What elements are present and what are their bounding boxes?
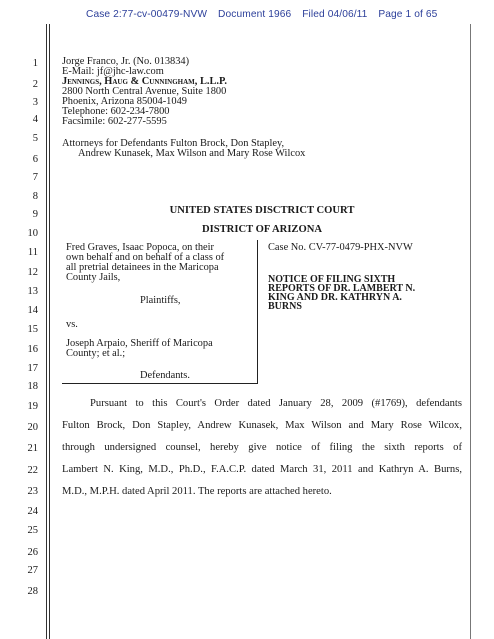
plaintiffs-label: Plaintiffs, xyxy=(140,295,181,306)
line-number: 9 xyxy=(32,209,38,220)
attorney-email: E-Mail: jf@jhc-law.com xyxy=(62,66,164,77)
defendants-line-2: County; et al.; xyxy=(66,348,126,359)
law-firm-name: Jennings, Haug & Cunningham, L.L.P. xyxy=(62,76,228,87)
line-number: 28 xyxy=(27,586,38,597)
line-number: 14 xyxy=(27,305,38,316)
line-number: 6 xyxy=(32,154,38,165)
line-number: 1 xyxy=(32,58,38,69)
firm-telephone: Telephone: 602-234-7800 xyxy=(62,106,170,117)
attorney-name: Jorge Franco, Jr. (No. 013834) xyxy=(62,56,190,67)
attorneys-for-line-2: Andrew Kunasek, Max Wilson and Mary Rose Wilcox xyxy=(78,148,306,159)
plaintiffs-line-4: County Jails, xyxy=(66,272,121,283)
left-margin-rule-outer xyxy=(46,24,47,639)
body-line-3: through undersigned counsel, hereby give notice of filing the sixth reports of xyxy=(62,442,462,453)
defendants-line-1: Joseph Arpaio, Sheriff of Maricopa xyxy=(66,338,213,349)
line-number: 16 xyxy=(27,344,38,355)
line-number: 13 xyxy=(27,286,38,297)
line-number: 25 xyxy=(27,525,38,536)
body-line-5: M.D., M.P.H. dated April 2011. The reports are attached hereto. xyxy=(62,486,332,497)
firm-facsimile: Facsimile: 602-277-5595 xyxy=(62,116,167,127)
right-margin-rule xyxy=(470,24,471,639)
line-number: 2 xyxy=(32,79,38,90)
plaintiffs-line-1: Fred Graves, Isaac Popoca, on their xyxy=(66,242,215,253)
line-number: 7 xyxy=(32,172,38,183)
defendants-label: Defendants. xyxy=(140,370,190,381)
case-number-header: Case 2:77-cv-00479-NVW xyxy=(86,9,208,20)
line-number: 18 xyxy=(27,381,38,392)
filed-date-header: Filed 04/06/11 xyxy=(302,9,368,20)
page-count-header: Page 1 of 65 xyxy=(378,9,438,20)
caption-bottom-rule xyxy=(62,383,258,384)
versus-label: vs. xyxy=(66,319,78,330)
line-number: 26 xyxy=(27,547,38,558)
plaintiffs-line-3: all pretrial detainees in the Maricopa xyxy=(66,262,219,273)
court-name: UNITED STATES DISCTRICT COURT xyxy=(169,205,355,216)
filing-header xyxy=(86,9,438,20)
firm-address-line-2: Phoenix, Arizona 85004-1049 xyxy=(62,96,187,107)
line-number: 10 xyxy=(27,228,38,239)
line-number: 27 xyxy=(27,565,38,576)
notice-title-line-1: NOTICE OF FILING SIXTH xyxy=(268,274,396,285)
line-number: 12 xyxy=(27,267,38,278)
line-number: 8 xyxy=(32,191,38,202)
line-number: 11 xyxy=(27,247,38,258)
notice-title-line-2: REPORTS OF DR. LAMBERT N. xyxy=(268,283,416,294)
left-margin-rule-inner xyxy=(49,24,50,639)
plaintiffs-line-2: own behalf and on behalf of a class of xyxy=(66,252,225,263)
firm-address-line-1: 2800 North Central Avenue, Suite 1800 xyxy=(62,86,227,97)
line-number: 22 xyxy=(27,465,38,476)
document-number-header: Document 1966 xyxy=(218,9,292,20)
line-number: 21 xyxy=(27,443,38,454)
case-number: Case No. CV-77-0479-PHX-NVW xyxy=(268,242,413,253)
line-number: 23 xyxy=(27,486,38,497)
line-number: 24 xyxy=(27,506,38,517)
attorneys-for-line-1: Attorneys for Defendants Fulton Brock, Don Stapley, xyxy=(62,138,285,149)
body-line-2: Fulton Brock, Don Stapley, Andrew Kunasek, Max Wilson and Mary Rose Wilcox, xyxy=(62,420,462,431)
caption-vertical-rule xyxy=(257,240,258,384)
line-number: 4 xyxy=(32,114,38,125)
line-number: 5 xyxy=(32,133,38,144)
line-number: 19 xyxy=(27,401,38,412)
notice-title-line-4: BURNS xyxy=(268,301,302,312)
court-district: DISTRICT OF ARIZONA xyxy=(201,224,323,235)
body-line-4: Lambert N. King, M.D., Ph.D., F.A.C.P. dated March 31, 2011 and Kathryn A. Burns, xyxy=(62,464,462,475)
line-number: 3 xyxy=(32,97,38,108)
line-number: 17 xyxy=(27,363,38,374)
line-number: 15 xyxy=(27,324,38,335)
notice-title-line-3: KING AND DR. KATHRYN A. xyxy=(268,292,402,303)
body-line-1: Pursuant to this Court's Order dated January 28, 2009 (#1769), defendants xyxy=(90,398,462,409)
line-number: 20 xyxy=(27,422,38,433)
